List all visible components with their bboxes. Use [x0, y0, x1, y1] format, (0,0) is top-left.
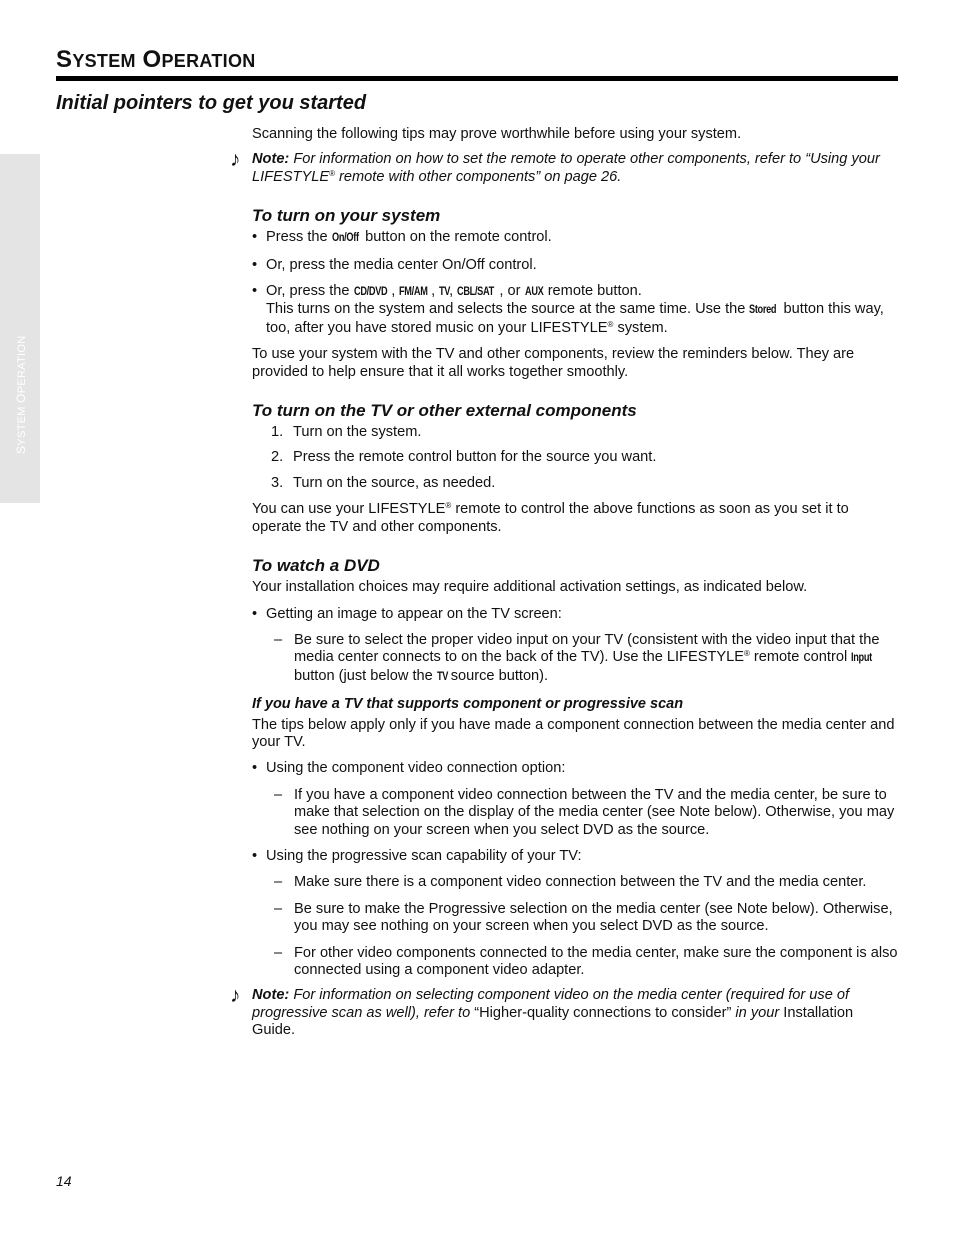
dash-item: – Make sure there is a component video connection between the TV and the media center.	[252, 874, 898, 891]
paragraph: The tips below apply only if you have made a component connection between the media center and your TV.	[252, 716, 895, 750]
note-2: ♪ Note: For information on selecting component video on the media center (required for use of progressive scan as well), refer to “Higher-quality connections to consider” in your Installation Guide.	[230, 984, 854, 1039]
music-note-icon: ♪	[230, 984, 241, 1008]
page-number: 14	[56, 1173, 72, 1189]
heading-turn-on-tv: To turn on the TV or other external components	[252, 401, 637, 421]
paragraph: Your installation choices may require additional activation settings, as indicated below.	[252, 579, 808, 596]
music-note-icon: ♪	[230, 148, 241, 172]
main-content	[230, 126, 898, 1040]
list-item: • Or, press the CD/DVD , FM/AM , TV, CBL/SAT , or AUX remote button. This turns on the system and selects the source at the same time. Use the Stored button this way, too, after you have stored music on your LIFESTYLE® system.	[252, 283, 898, 337]
list-item: • Using the progressive scan capability of your TV:	[252, 848, 898, 865]
dash-item: – Be sure to select the proper video input on your TV (consistent with the video input that the media center connects to on the back of the TV). Use the LIFESTYLE® remote control Input button (just below the TV source button).	[252, 632, 898, 686]
section-title: SYSTEM OPERATION	[56, 46, 898, 81]
note-1: ♪ Note: For information on how to set the remote to operate other components, refer to “Using your LIFESTYLE® remote with other components” on page 26.	[230, 148, 880, 185]
paragraph: To use your system with the TV and other components, review the reminders below. They are provided to help ensure that it all works together smoothly.	[252, 346, 855, 380]
list-item: • Getting an image to appear on the TV screen:	[252, 606, 898, 623]
page-subtitle: Initial pointers to get you started	[56, 92, 367, 114]
step-item: 2. Press the remote control button for the source you want.	[271, 449, 657, 466]
list-item: • Using the component video connection option:	[252, 760, 898, 777]
list-item: • Or, press the media center On/Off control.	[252, 257, 898, 274]
paragraph: You can use your LIFESTYLE® remote to control the above functions as soon as you set it to operate the TV and other components.	[252, 501, 849, 535]
dash-item: – If you have a component video connection between the TV and the media center, be sure to make that selection on the display of the media center (see Note below). Otherwise, you may see nothing on your screen when you select DVD as the source.	[252, 787, 898, 839]
subheading-progressive-scan: If you have a TV that supports component or progressive scan	[252, 696, 684, 713]
dash-item: – Be sure to make the Progressive selection on the media center (see Note below). Otherwise, you may see nothing on your screen when you select DVD as the source.	[252, 901, 898, 936]
side-tab-label: SYSTEM OPERATION	[14, 335, 28, 454]
side-tab	[0, 154, 40, 503]
dash-item: – For other video components connected to the media center, make sure the component is also connected using a component video adapter.	[252, 945, 898, 980]
step-item: 3. Turn on the source, as needed.	[271, 474, 496, 491]
heading-watch-dvd: To watch a DVD	[252, 556, 380, 576]
step-item: 1. Turn on the system.	[271, 424, 422, 441]
list-item: • Press the On/Off button on the remote control.	[252, 229, 898, 247]
intro-text: Scanning the following tips may prove worthwhile before using your system.	[252, 126, 742, 142]
heading-turn-on-system: To turn on your system	[252, 206, 441, 226]
